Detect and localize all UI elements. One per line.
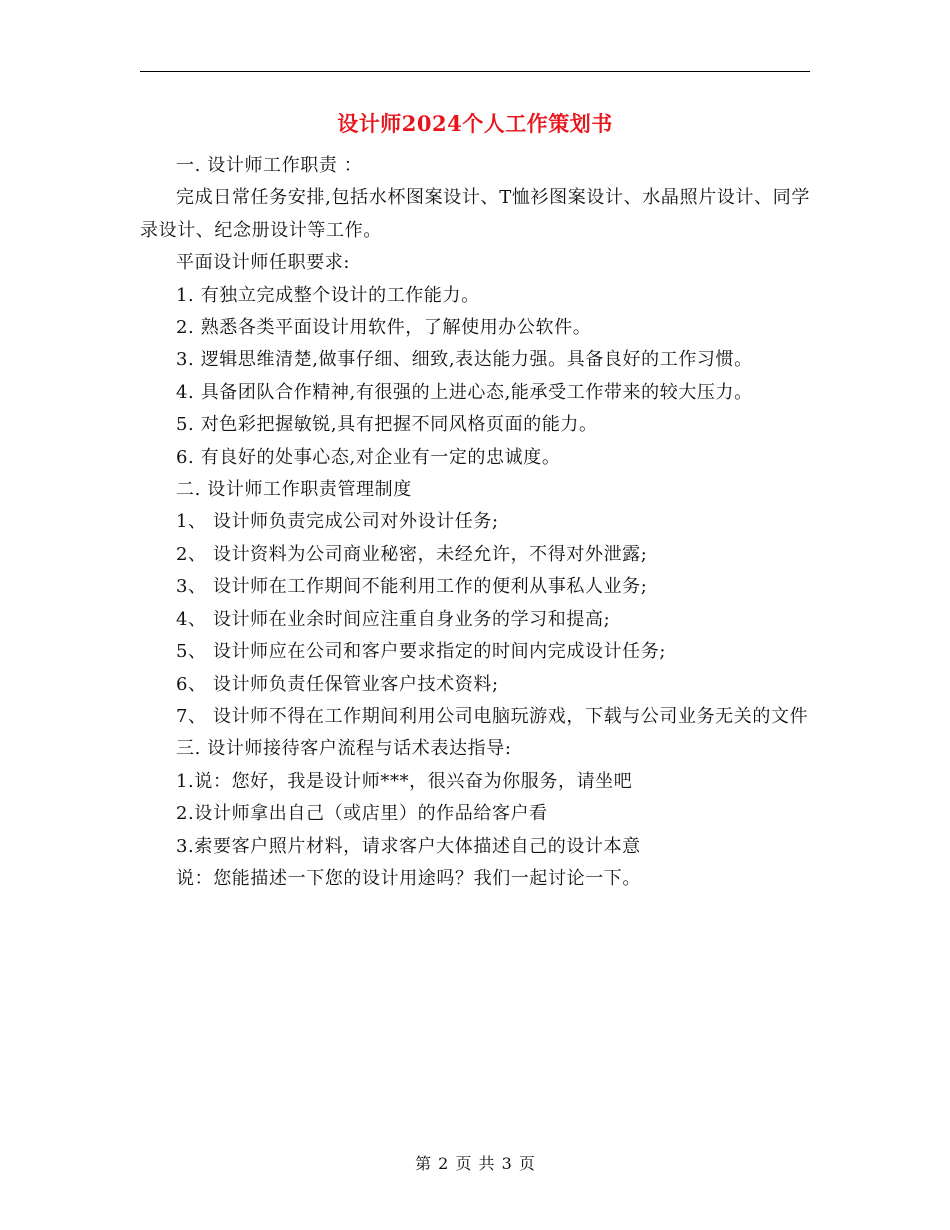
requirement-item: 5. 对色彩把握敏锐,具有把握不同风格页面的能力。 — [176, 414, 598, 436]
process-script: 说：您能描述一下您的设计用途吗？我们一起讨论一下。 — [176, 867, 641, 889]
process-step: 3.索要客户照片材料，请求客户大体描述自己的设计本意 — [176, 835, 641, 857]
rule-item: 5、 设计师应在公司和客户要求指定的时间内完成设计任务; — [176, 641, 667, 663]
requirement-item: 4. 具备团队合作精神,有很强的上进心态,能承受工作带来的较大压力。 — [176, 381, 753, 403]
document-title: 设计师2024个人工作策划书 — [337, 111, 613, 136]
section-heading-3: 三. 设计师接待客户流程与话术表达指导: — [176, 738, 512, 760]
header-rule — [140, 71, 810, 72]
rule-item: 4、 设计师在业余时间应注重自身业务的学习和提高; — [176, 608, 611, 630]
rule-item: 2、 设计资料为公司商业秘密，未经允许，不得对外泄露; — [176, 543, 648, 565]
rule-item: 1、 设计师负责完成公司对外设计任务; — [176, 511, 499, 533]
page-number-footer: 第 2 页 共 3 页 — [415, 1154, 535, 1173]
subheading-requirements: 平面设计师任职要求: — [176, 252, 351, 274]
rule-item: 6、 设计师负责任保管业客户技术资料; — [176, 673, 499, 695]
process-step: 2.设计师拿出自己（或店里）的作品给客户看 — [176, 803, 548, 825]
requirement-item: 6. 有良好的处事心态,对企业有一定的忠诚度。 — [176, 446, 561, 468]
requirement-item: 1. 有独立完成整个设计的工作能力。 — [176, 284, 480, 306]
document-body — [140, 150, 810, 895]
requirement-item: 3. 逻辑思维清楚,做事仔细、细致,表达能力强。具备良好的工作习惯。 — [176, 349, 753, 371]
rule-item: 7、 设计师不得在工作期间利用公司电脑玩游戏，下载与公司业务无关的文件 — [176, 705, 809, 727]
requirement-item: 2. 熟悉各类平面设计用软件，了解使用办公软件。 — [176, 317, 592, 339]
paragraph-duties: 完成日常任务安排,包括水杯图案设计、T恤衫图案设计、水晶照片设计、同学录设计、纪念册设计等工作。 — [140, 187, 810, 241]
rule-item: 3、 设计师在工作期间不能利用工作的便利从事私人业务; — [176, 576, 648, 598]
section-heading-1: 一. 设计师工作职责 ： — [176, 155, 363, 176]
process-step: 1.说：您好，我是设计师***，很兴奋为你服务，请坐吧 — [176, 770, 633, 792]
section-heading-2: 二. 设计师工作职责管理制度 — [176, 479, 412, 501]
